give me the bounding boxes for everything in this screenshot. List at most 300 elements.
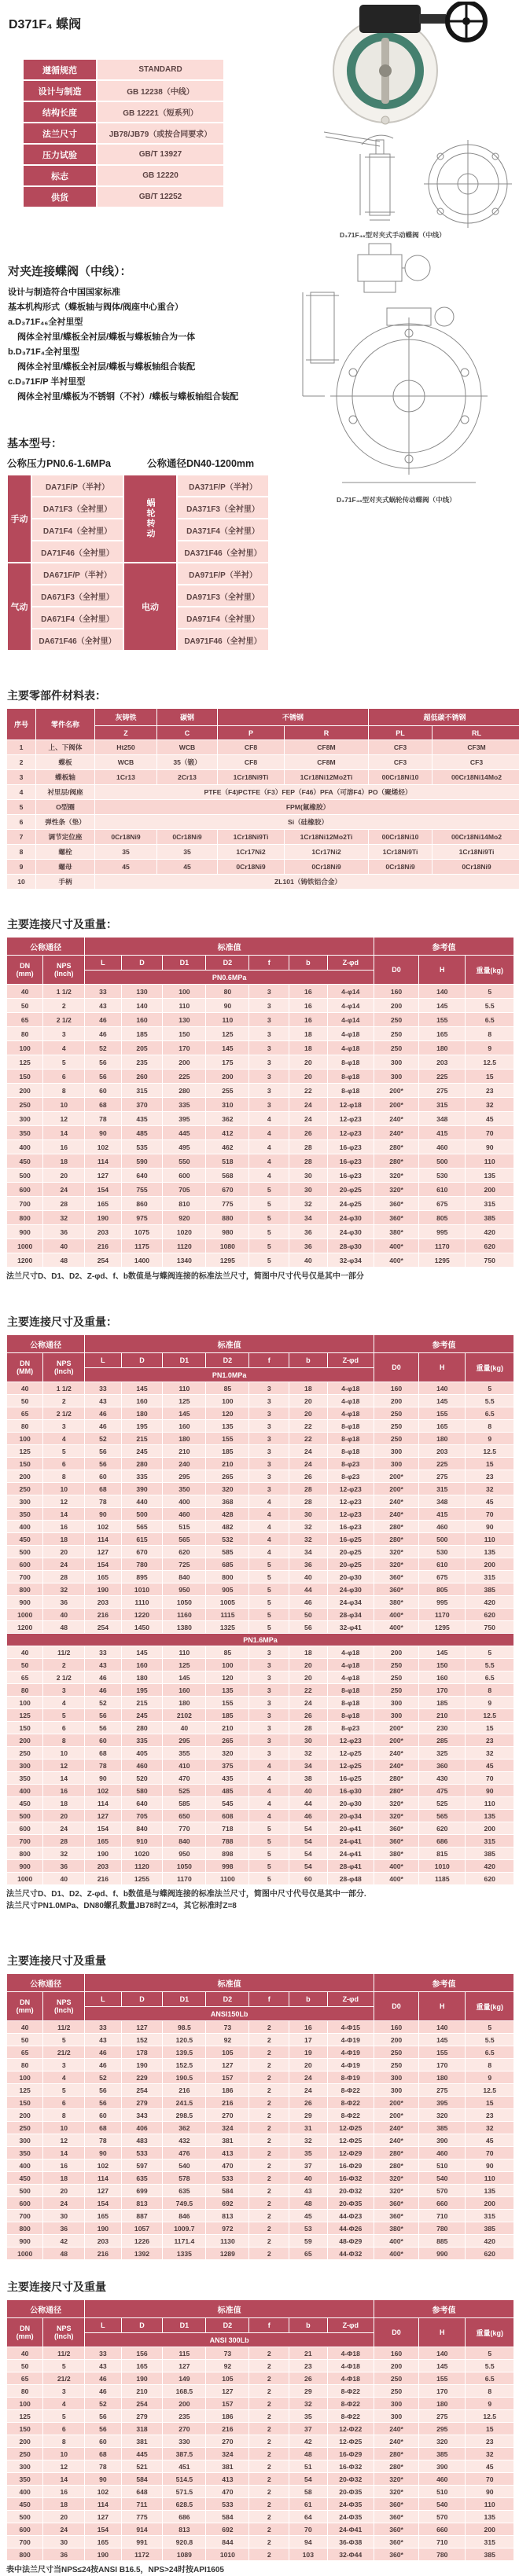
table-cell: 24-φ30 (328, 1211, 374, 1224)
table-cell: 44 (289, 1797, 327, 1809)
table-cell: 413 (206, 2147, 248, 2159)
table-cell: 405 (122, 1747, 163, 1759)
table-cell: 8 (43, 2435, 84, 2447)
table-cell: 14 (43, 2473, 84, 2485)
table-cell: 16-φ25 (328, 1772, 374, 1784)
table-row (7, 2160, 513, 2171)
col-header: D0 (374, 1353, 418, 1382)
table-cell: 21/2 (43, 2046, 84, 2058)
table-cell: 972 (206, 2222, 248, 2234)
table-cell: 395 (419, 2097, 465, 2108)
table-cell: 94 (289, 2536, 327, 2548)
table-cell: 240* (374, 1508, 418, 1520)
table-cell: 12 (43, 1495, 84, 1507)
table-cell: 110 (163, 1382, 205, 1394)
table-cell: 9 (466, 2071, 513, 2083)
table-cell: 125 (7, 1055, 42, 1069)
table-cell: 2 (43, 1395, 84, 1407)
table-cell: 38 (289, 1772, 327, 1784)
table-row (7, 2347, 513, 2359)
table-cell: 175 (206, 1055, 248, 1069)
table-cell: 46 (85, 1013, 120, 1026)
table-cell: 3 (249, 1722, 289, 1734)
table-cell: 12-Φ29 (328, 2147, 374, 2159)
table-cell: 35 (95, 845, 156, 859)
table-cell: 45 (466, 1112, 513, 1125)
table-row (7, 1027, 513, 1040)
table-row (7, 1211, 513, 1224)
table-cell: 103 (289, 2548, 327, 2560)
table-cell: 170 (163, 1041, 205, 1055)
table-cell: 216 (206, 2097, 248, 2108)
table-cell: 23 (466, 1084, 513, 1097)
table-cell: 315 (466, 1197, 513, 1210)
table-cell: 127 (85, 1169, 120, 1182)
model-cell: DA371F4（全衬里） (178, 519, 268, 540)
table-cell: 3 (249, 1697, 289, 1708)
table-cell: 110 (466, 1154, 513, 1168)
table-cell: 5 (43, 2410, 84, 2422)
table-row (7, 2318, 513, 2332)
table-cell: 420 (466, 2235, 513, 2247)
materials-section (0, 688, 519, 890)
table-cell: 150 (163, 1027, 205, 1040)
intro-block (8, 262, 271, 405)
table-cell: 31 (289, 2122, 327, 2134)
pressure-band: PN1.6MPa (7, 1634, 513, 1646)
table-cell: 2 (43, 999, 84, 1012)
table-cell: 1000 (7, 1609, 42, 1620)
col-header: D2 (206, 956, 248, 970)
intro-heading: 对夹连接蝶阀（中线）： (8, 265, 132, 278)
table-cell: 280* (374, 1533, 418, 1545)
table-cell: 1050 (163, 1860, 205, 1872)
table-cell: 640 (122, 1169, 163, 1182)
table-cell: CF8M (285, 740, 368, 754)
table-cell: 56 (85, 1445, 120, 1457)
table-cell: 670 (206, 1183, 248, 1196)
table-cell: 3 (249, 1395, 289, 1407)
table-cell: 30 (289, 1183, 327, 1196)
table-cell: 530 (419, 1546, 465, 1558)
table-cell: 400 (7, 1140, 42, 1154)
table-cell: 65 (289, 2248, 327, 2259)
table-cell: 3 (43, 1027, 84, 1040)
table-cell: 14 (43, 1126, 84, 1139)
table-cell: 54 (289, 1822, 327, 1834)
table-cell: 1089 (163, 2548, 205, 2560)
table-row (7, 1395, 513, 1407)
table-cell: 210 (206, 1458, 248, 1470)
table-cell: 620 (466, 1609, 513, 1620)
table-cell: 840 (163, 1835, 205, 1847)
table-cell: 300 (374, 1070, 418, 1083)
diameter-range: 公称通径DN40-1200mm (146, 458, 255, 469)
table-cell: 3 (249, 1671, 289, 1683)
group-label-manual: 手动 (8, 475, 31, 562)
table-cell: 254 (85, 1253, 120, 1267)
table-cell: 36 (43, 1225, 84, 1238)
table-cell: 470 (163, 1772, 205, 1784)
table-cell: 195 (122, 1684, 163, 1696)
table-cell: 135 (466, 1169, 513, 1182)
table-cell: 1380 (163, 1621, 205, 1633)
table-cell: 80 (7, 2059, 42, 2071)
col-header: f (249, 1353, 289, 1367)
table-cell: 15 (466, 1070, 513, 1083)
table-cell: 50 (7, 2034, 42, 2046)
table-cell: 65 (7, 1013, 42, 1026)
table-cell: 3 (249, 1027, 289, 1040)
table-cell: 350 (7, 1508, 42, 1520)
table-cell: 240* (374, 2122, 418, 2134)
table-cell: 1295 (419, 1621, 465, 1633)
table-cell: 165 (122, 2360, 163, 2372)
table-cell: 270 (206, 2109, 248, 2121)
table-cell: 590 (122, 1154, 163, 1168)
table-cell: 1075 (122, 1225, 163, 1238)
table-cell: 360* (374, 1571, 418, 1583)
table-cell: 190 (85, 2222, 120, 2234)
table-cell: 4-φ18 (328, 1407, 374, 1419)
table-cell: 570 (419, 2511, 465, 2523)
table-cell: 30 (43, 2210, 84, 2222)
table-cell: 114 (85, 2498, 120, 2510)
table-cell: 56 (85, 1458, 120, 1470)
table-cell: 150 (7, 1722, 42, 1734)
table-cell: 20-φ25 (328, 1183, 374, 1196)
table-cell: 54 (289, 1835, 327, 1847)
table-cell: 00Cr18Ni10 (369, 830, 432, 844)
table-cell: 24 (289, 1112, 327, 1125)
table-row (7, 2185, 513, 2196)
table-cell: 4 (249, 1533, 289, 1545)
table-cell: 360* (374, 1835, 418, 1847)
table-cell: 320 (206, 1747, 248, 1759)
table-cell: 56 (85, 2084, 120, 2096)
table-cell: 800 (7, 1211, 42, 1224)
table-cell: 127 (206, 2385, 248, 2397)
table-cell: 460 (419, 1140, 465, 1154)
table-cell: 600 (163, 1169, 205, 1182)
table-cell: 375 (206, 1760, 248, 1771)
table-cell: 2 (249, 2185, 289, 2196)
table-cell: CF8 (218, 740, 284, 754)
table-cell: 203 (419, 1445, 465, 1457)
col-header: P (218, 726, 284, 739)
table-cell: 1Cr18Ni12Mo2Ti (285, 770, 368, 784)
table-cell: 4-Φ19 (328, 2046, 374, 2058)
table-cell: 515 (163, 1521, 205, 1532)
table-cell: 250 (374, 1433, 418, 1444)
table-cell: 315 (419, 1483, 465, 1495)
table-cell: 280 (122, 1458, 163, 1470)
table-cell: 300 (374, 2084, 418, 2096)
table-cell: 584 (206, 2185, 248, 2196)
table-row (7, 1183, 513, 1196)
table-cell: 12.5 (466, 2084, 513, 2096)
table-row (7, 1722, 513, 1734)
intro-line: c.D₃71F/P 半衬里型 (8, 377, 86, 387)
table-cell: 250 (7, 1098, 42, 1111)
table-cell: 20-φ30 (328, 1797, 374, 1809)
table-cell: 1340 (163, 1253, 205, 1267)
table-cell: 52 (85, 2071, 120, 2083)
table-cell: 90 (466, 1521, 513, 1532)
valve-photo (303, 2, 513, 127)
table-cell: 500 (7, 1546, 42, 1558)
table-cell: 160 (163, 1684, 205, 1696)
col-header: 碳钢 (157, 709, 217, 725)
table-cell: 42 (43, 2235, 84, 2247)
table-cell: 154 (85, 2523, 120, 2535)
table-cell: 320* (374, 2172, 418, 2184)
table-cell: 蝶板轴 (36, 770, 94, 784)
table-cell: 4 (249, 1126, 289, 1139)
table-row (7, 1609, 513, 1620)
table-cell: 510 (419, 2486, 465, 2497)
table-cell: 9 (466, 1697, 513, 1708)
table-cell: 105 (206, 2046, 248, 2058)
table-cell: 160 (419, 1671, 465, 1683)
table-cell: 4 (249, 1112, 289, 1125)
table-cell: 26 (289, 2372, 327, 2384)
table-cell: 860 (122, 1197, 163, 1210)
table-cell: 7 (7, 830, 35, 844)
table-cell: 20 (43, 1546, 84, 1558)
table-cell: 180 (122, 1407, 163, 1419)
table-cell: 240* (374, 2423, 418, 2435)
table-cell: 24-φ30 (328, 1583, 374, 1595)
table-cell: 140 (419, 2021, 465, 2033)
table-cell: 568 (206, 1169, 248, 1182)
table-cell: 450 (7, 1797, 42, 1809)
table-cell: 898 (206, 1848, 248, 1859)
table-cell: 254 (85, 1621, 120, 1633)
table-row (7, 1140, 513, 1154)
section-heading: 主要连接尺寸及重量 (7, 1954, 106, 1967)
table-cell: 70 (466, 1508, 513, 1520)
table-cell: 410 (163, 1760, 205, 1771)
table-cell: 700 (7, 2536, 42, 2548)
col-header: 不锈钢 (218, 709, 368, 725)
table-cell: 675 (419, 1197, 465, 1210)
table-cell: 44-Φ26 (328, 2222, 374, 2234)
table-cell: 46 (85, 2059, 120, 2071)
table-cell: 565 (122, 1521, 163, 1532)
table-cell: 00Cr18Ni10 (369, 770, 432, 784)
table-cell: 240* (374, 1747, 418, 1759)
table-cell: 348 (419, 1112, 465, 1125)
group-label-electric: 电动 (124, 563, 176, 650)
table-cell: 432 (163, 2134, 205, 2146)
table-cell: 440 (122, 1495, 163, 1507)
col-header: 超低碳不锈钢 (369, 709, 519, 725)
table-cell: 43 (289, 2185, 327, 2196)
table-cell: 140 (419, 985, 465, 998)
table-cell: 2 (249, 2536, 289, 2548)
table-cell: 710 (419, 2210, 465, 2222)
table-cell: 995 (419, 1596, 465, 1608)
table-cell: 450 (7, 1533, 42, 1545)
table-cell: 343 (122, 2109, 163, 2121)
table-cell: 90 (85, 1126, 120, 1139)
table-row (7, 956, 513, 970)
table-cell: 200 (206, 1070, 248, 1083)
table-cell: 165 (85, 1835, 120, 1847)
table-row (7, 2021, 513, 2033)
table-row (7, 2300, 513, 2317)
table-cell: 16-φ23 (328, 1521, 374, 1532)
table-cell: 139.5 (163, 2046, 205, 2058)
table-cell: 52 (85, 1697, 120, 1708)
table-cell: 5 (7, 800, 35, 814)
table-row (7, 1760, 513, 1771)
table-cell: 300 (374, 1697, 418, 1708)
table-cell: 6 (43, 1458, 84, 1470)
table-cell: 190 (85, 1848, 120, 1859)
table-cell: 250 (374, 1407, 418, 1419)
table-cell: 240* (374, 2435, 418, 2447)
table-cell: 65 (7, 2046, 42, 2058)
table-cell: 120 (206, 1407, 248, 1419)
col-header: D0 (374, 956, 418, 984)
table-cell: 597 (122, 2160, 163, 2171)
table-row (7, 1154, 513, 1168)
table-row (7, 2435, 513, 2447)
table-row (7, 1382, 513, 1394)
table-cell: 216 (85, 2248, 120, 2259)
table-cell: 280* (374, 1521, 418, 1532)
table-cell: 34 (289, 1760, 327, 1771)
table-row (7, 2486, 513, 2497)
table-cell: 6.5 (466, 1671, 513, 1683)
table-row (7, 2122, 513, 2134)
spec-label: 供货 (24, 187, 96, 207)
table-cell: 9 (7, 860, 35, 874)
table-cell: 5 (249, 1225, 289, 1238)
table-cell: 200* (374, 1098, 418, 1111)
table-row (7, 1126, 513, 1139)
table-row (7, 1797, 513, 1809)
table-cell: 125 (7, 1445, 42, 1457)
table-cell: 2 (249, 2147, 289, 2159)
table-cell: 846 (163, 2210, 205, 2222)
spec-value: JB78/JB79（或按合同要求） (98, 123, 223, 143)
table-cell: 320* (374, 2473, 418, 2485)
table-cell: 660 (419, 2197, 465, 2209)
table-cell: 215 (122, 1697, 163, 1708)
table-cell: 154 (85, 1822, 120, 1834)
table-cell: 46 (85, 1407, 120, 1419)
table-cell: 8-φ18 (328, 1684, 374, 1696)
table-row (7, 1810, 513, 1822)
table-cell: 68 (85, 2122, 120, 2134)
table-cell: 5 (249, 1873, 289, 1884)
table-cell: 2 (249, 2172, 289, 2184)
table-cell: 33 (85, 2347, 120, 2359)
table-cell: 180 (419, 1041, 465, 1055)
table-row (7, 1013, 513, 1026)
table-cell: Ht250 (95, 740, 156, 754)
table-row (7, 1583, 513, 1595)
table-cell: 315 (466, 2210, 513, 2222)
table-cell: 920.8 (163, 2536, 205, 2548)
table-cell: 90 (466, 1785, 513, 1796)
table-cell: 1226 (122, 2235, 163, 2247)
table-cell: 533 (206, 2498, 248, 2510)
table-row (7, 2034, 513, 2046)
table-cell: 240* (374, 1112, 418, 1125)
table-cell: 910 (122, 1835, 163, 1847)
table-cell: 65 (7, 2372, 42, 2384)
table-cell: 400* (374, 1860, 418, 1872)
table-cell: 120.5 (163, 2034, 205, 2046)
table-cell: 165 (419, 1027, 465, 1040)
table-cell: 29 (289, 2109, 327, 2121)
table-cell: 240 (163, 1458, 205, 1470)
col-header: 标准值 (85, 1335, 374, 1352)
table-row (7, 2222, 513, 2234)
table-cell: 362 (163, 2122, 205, 2134)
table-cell: 216 (85, 1873, 120, 1884)
table-cell: 229 (122, 2071, 163, 2083)
intro-line: 阀体全衬里/蝶板全衬层/蝶板与蝶板轴组合装配 (17, 362, 196, 372)
table-cell: 127 (85, 1546, 120, 1558)
section-heading: 基本型号： (7, 437, 62, 450)
table-cell: 46 (85, 2385, 120, 2397)
table-cell: 533 (206, 2172, 248, 2184)
table-cell: 5.5 (466, 1659, 513, 1671)
table-cell: 780 (419, 2548, 465, 2560)
table-cell: 20 (43, 1169, 84, 1182)
table-row (7, 1353, 513, 1367)
table-cell: 4 (43, 1041, 84, 1055)
table-cell: 180 (419, 2071, 465, 2083)
table-row (7, 830, 519, 844)
table-row (7, 709, 519, 725)
table-cell: 320* (374, 1797, 418, 1809)
table-cell: 620 (163, 1546, 205, 1558)
table-row (7, 1785, 513, 1796)
table-cell: 250 (374, 2046, 418, 2058)
table-cell: 165 (419, 1420, 465, 1432)
table-cell: 12-φ23 (328, 1508, 374, 1520)
table-row (7, 2536, 513, 2548)
table-cell: 20-Φ35 (328, 2197, 374, 2209)
table-row (7, 985, 513, 998)
table-cell: 210 (163, 1445, 205, 1457)
table-cell: 545 (206, 1797, 248, 1809)
table-cell: 23 (466, 1734, 513, 1746)
table-cell: 700 (7, 1835, 42, 1847)
table-cell: 32-φ41 (328, 1621, 374, 1633)
table-cell: 5 (249, 1183, 289, 1196)
table-cell: 28-φ41 (328, 1860, 374, 1872)
table-cell: 3 (249, 1420, 289, 1432)
table-cell: 110 (466, 2498, 513, 2510)
table-cell: 270 (163, 2423, 205, 2435)
table-row (7, 2548, 513, 2560)
table-cell: 2 (249, 2084, 289, 2096)
table-cell: 102 (85, 1785, 120, 1796)
table-cell: 1160 (163, 1609, 205, 1620)
table-cell: 42 (289, 2435, 327, 2447)
table-cell: 360* (374, 1197, 418, 1210)
intro-line: a.D₃71F₄₆全衬里型 (8, 317, 83, 327)
table-cell: 6.5 (466, 1407, 513, 1419)
intro-line: 阀体全衬里/蝶板全衬层/蝶板与蝶板轴合为一体 (17, 332, 196, 342)
